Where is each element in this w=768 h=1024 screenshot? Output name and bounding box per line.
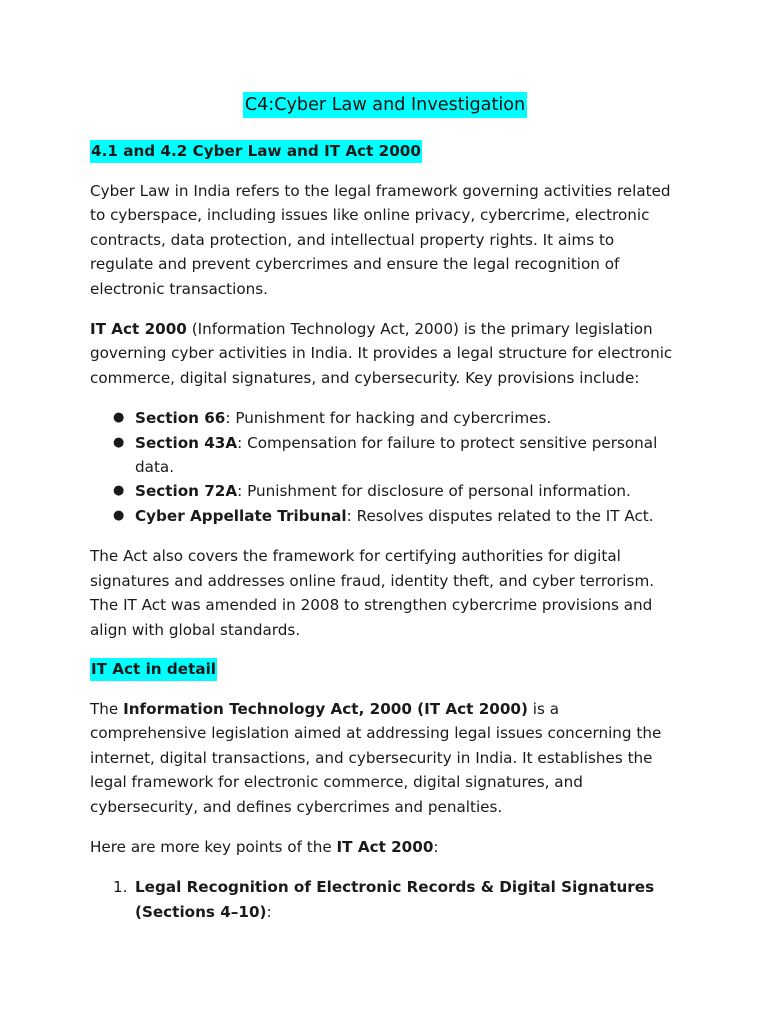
- list-number: 1.: [113, 878, 128, 897]
- paragraph-it-act-detail: [90, 697, 680, 819]
- numbered-list-item: [90, 875, 680, 924]
- paragraph-text: :: [433, 837, 439, 856]
- paragraph-cyber-law-intro: Cyber Law in India refers to the legal framework governing activities related to cyberspace, including issues like online privacy, cybercrime, electronic contracts, data protection, and intellectual property rights. It aims to regulate and prevent cybercrimes and ensure the legal recognition of electronic transactions.: [90, 182, 671, 298]
- list-item-term: Cyber Appellate Tribunal: [135, 506, 347, 525]
- paragraph-it-act-intro: [90, 317, 680, 390]
- document-title: C4:Cyber Law and Investigation: [243, 92, 527, 118]
- provisions-list: [90, 406, 680, 528]
- bold-term: IT Act 2000: [336, 837, 434, 856]
- highlighted-heading: 4.1 and 4.2 Cyber Law and IT Act 2000: [90, 140, 422, 163]
- paragraph-text: The: [90, 699, 124, 718]
- bullet-icon: ●: [113, 483, 125, 499]
- list-item-term: Legal Recognition of Electronic Records & Digital Signatures (Sections 4–10): [135, 878, 655, 921]
- paragraph-text: is a comprehensive legislation aimed at addressing legal issues concerning the internet, digital transactions, and cybersecurity in India. It establishes the legal framework for electronic commerce, digital signatures, and cybersecurity, and defines cybercrimes and penalties.: [90, 699, 662, 816]
- paragraph-act-framework: The Act also covers the framework for certifying authorities for digital signatures and addresses online fraud, identity theft, and cyber terrorism. The IT Act was amended in 2008 to strengthen cybercrime provisions and align with global standards.: [90, 547, 655, 639]
- list-item-term: Section 66: [135, 409, 226, 428]
- title-wrapper: [90, 92, 680, 118]
- highlighted-heading: IT Act in detail: [90, 658, 217, 681]
- paragraph-text: Here are more key points of the: [90, 837, 337, 856]
- bullet-icon: ●: [113, 434, 125, 450]
- section-heading-cyber-law: [90, 140, 680, 163]
- bold-term: Information Technology Act, 2000 (IT Act 2000): [123, 699, 528, 718]
- list-item: [90, 479, 680, 503]
- list-item-text: : Resolves disputes related to the IT Act.: [346, 506, 654, 525]
- list-item: [90, 431, 680, 480]
- paragraph-key-points: [90, 835, 680, 859]
- list-item-text: : Compensation for failure to protect sensitive personal data.: [135, 433, 658, 477]
- list-item-text: : Punishment for disclosure of personal information.: [237, 482, 631, 501]
- list-item: [90, 406, 680, 430]
- list-item: [90, 504, 680, 528]
- bullet-icon: ●: [113, 507, 125, 523]
- document-content: [90, 92, 680, 924]
- key-points-list: [90, 875, 680, 924]
- bullet-icon: ●: [113, 410, 125, 426]
- list-item-text: :: [266, 902, 272, 921]
- paragraph-text: (Information Technology Act, 2000) is the primary legislation governing cyber activities in India. It provides a legal structure for electronic commerce, digital signatures, and cybersecurity. Key provisions include:: [90, 320, 673, 387]
- list-item-text: : Punishment for hacking and cybercrimes.: [225, 409, 552, 428]
- section-heading-it-act-detail: [90, 658, 680, 681]
- bold-term: IT Act 2000: [90, 320, 187, 339]
- list-item-term: Section 43A: [135, 433, 238, 452]
- list-item-term: Section 72A: [135, 482, 238, 501]
